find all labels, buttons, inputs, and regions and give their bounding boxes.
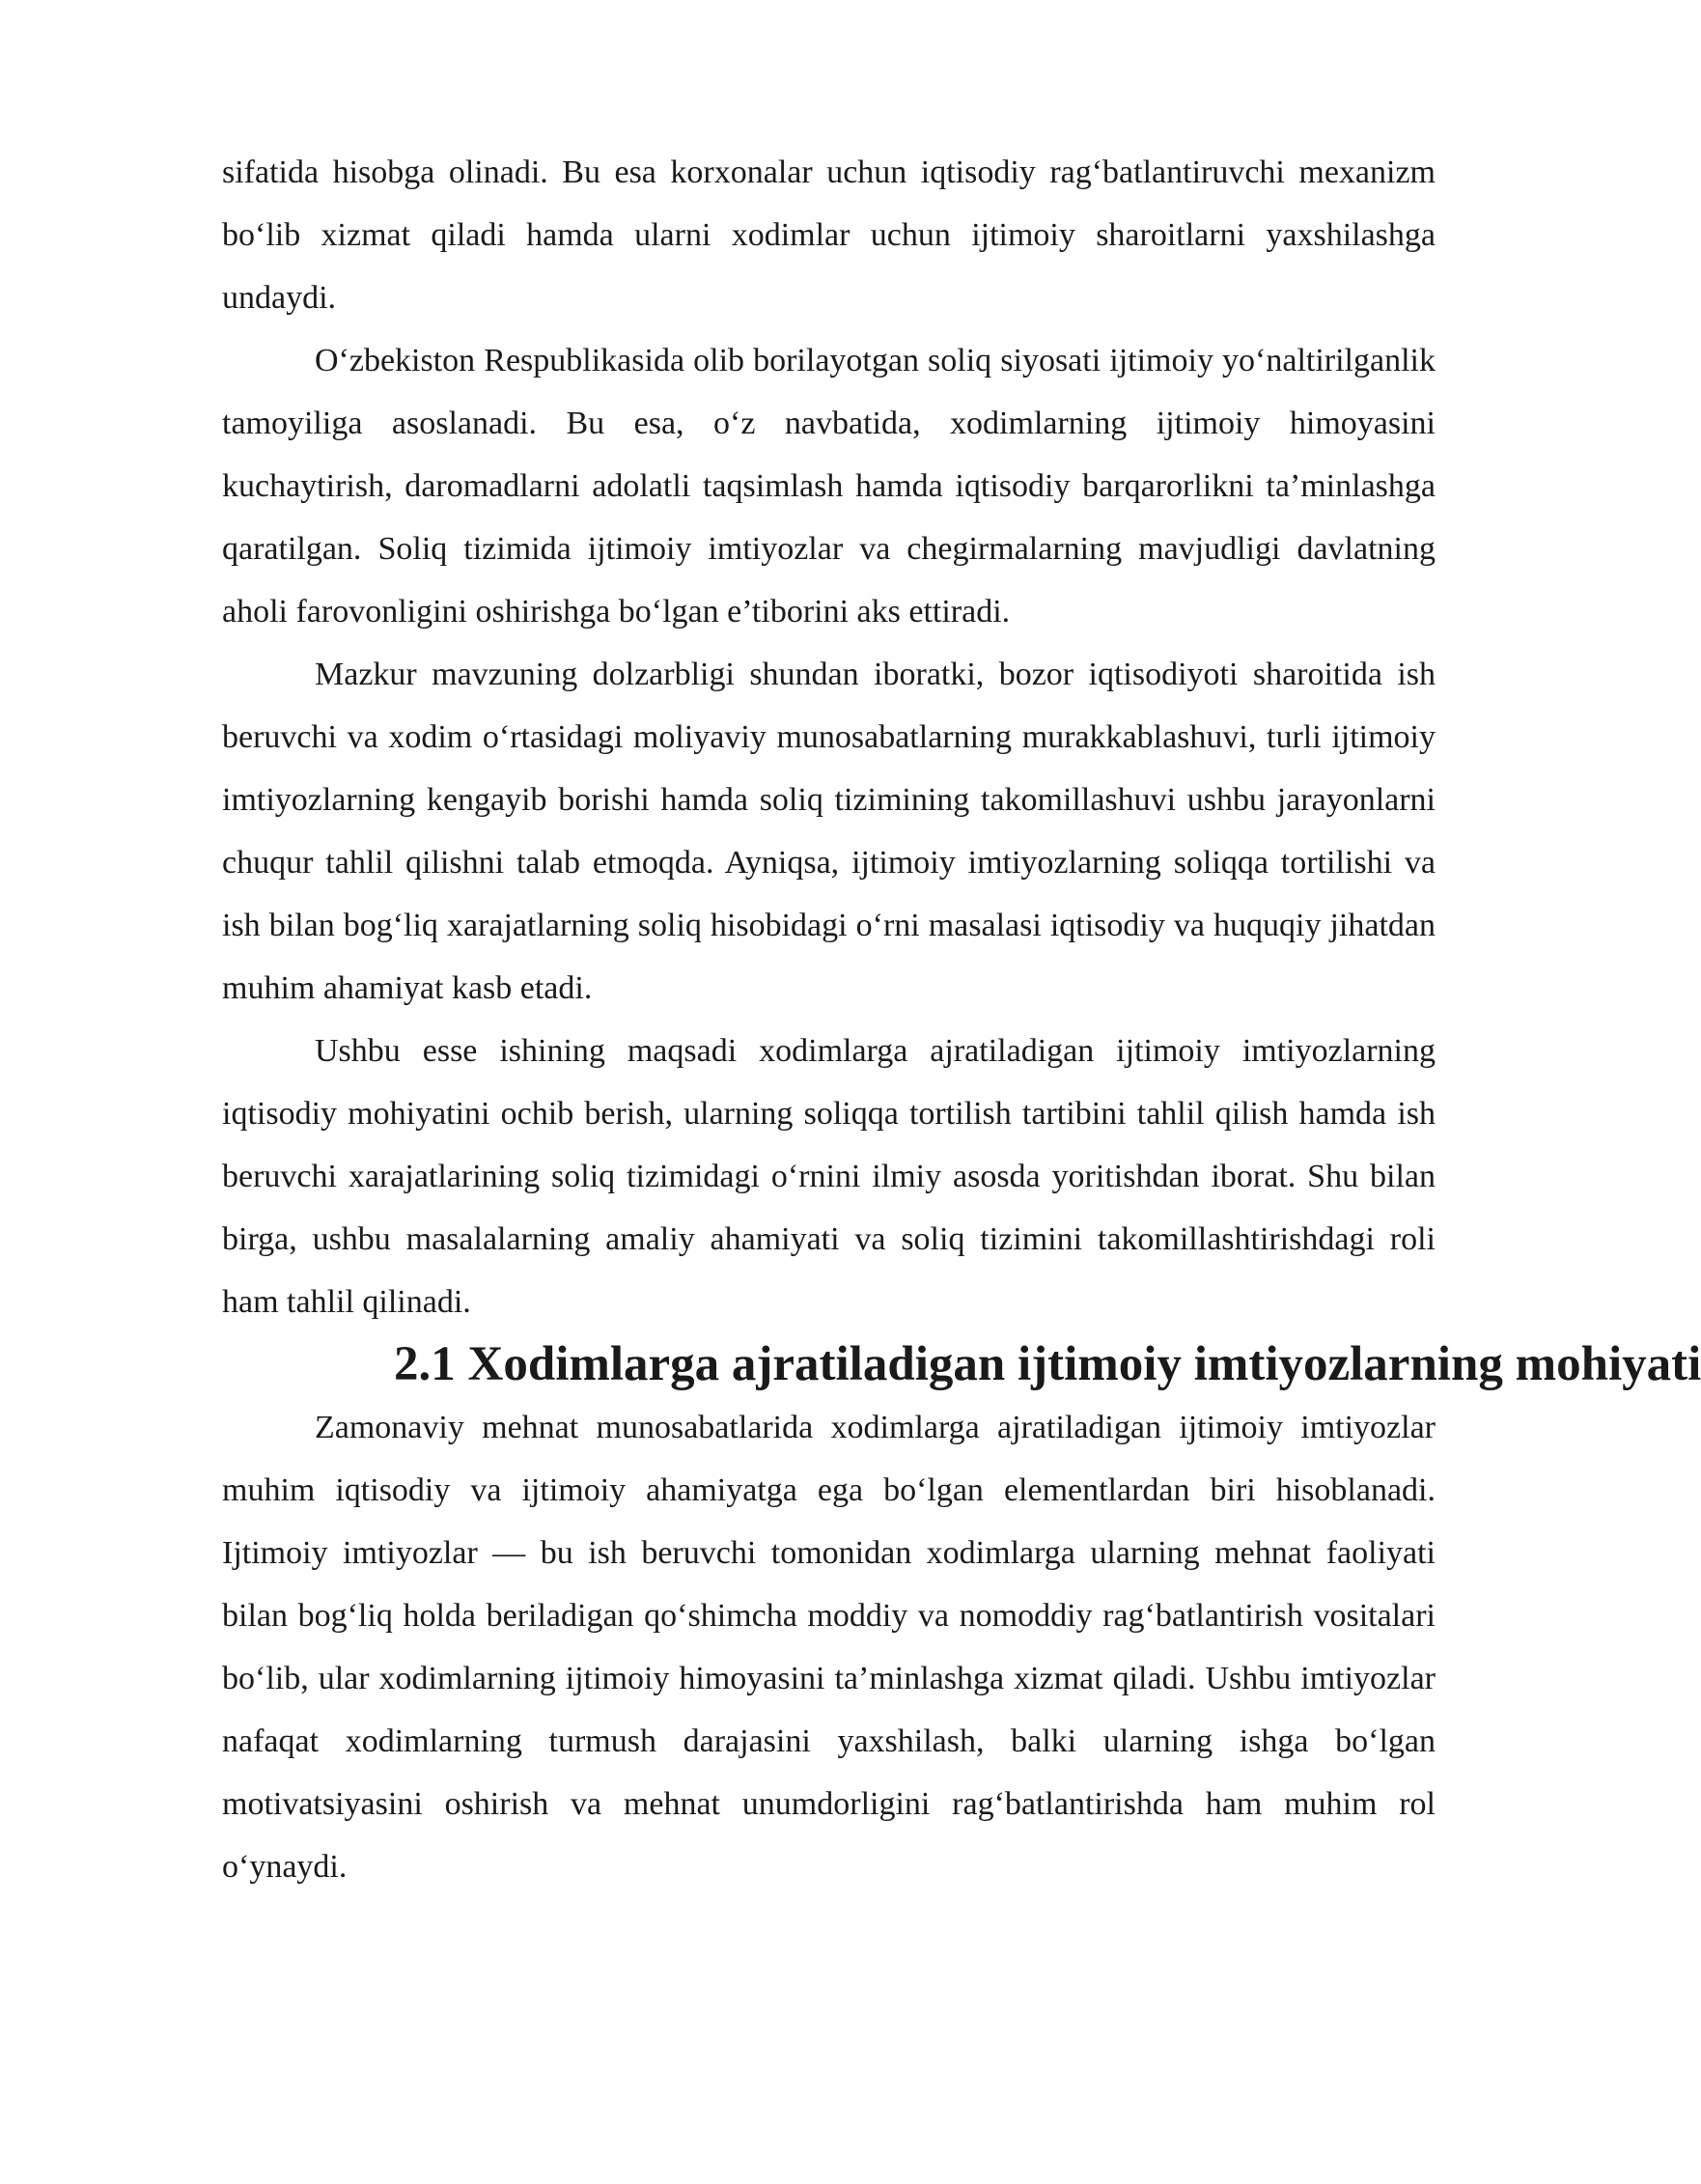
paragraph-continuation: sifatida hisobga olinadi. Bu esa korxonalar uchun iqtisodiy rag‘batlantiruvchi mexanizm bo‘lib xizmat qiladi hamda ularni xodimlar uchun ijtimoiy sharoitlarni yaxshilashga undaydi. <box>222 154 1436 316</box>
paragraph-section-intro: Zamonaviy mehnat munosabatlarida xodimlarga ajratiladigan ijtimoiy imtiyozlar muhim iqtisodiy va ijtimoiy ahamiyatga ega bo‘lgan elementlardan biri hisoblanadi. Ijtimoiy imtiyozlar — bu ish beruvchi tomonidan xodimlarga ularning mehnat faoliyati bilan bog‘liq holda beriladigan qo‘shimcha moddiy va nomoddiy rag‘batlantirish vositalari bo‘lib, ular xodimlarning ijtimoiy himoyasini ta’minlashga xizmat qiladi. Ushbu imtiyozlar nafaqat xodimlarning turmush darajasini yaxshilash, balki ularning ishga bo‘lgan motivatsiyasini oshirish va mehnat unumdorligini rag‘batlantirishda ham muhim rol o‘ynaydi. <box>222 1410 1436 1885</box>
paragraph-goal: Ushbu esse ishining maqsadi xodimlarga ajratiladigan ijtimoiy imtiyozlarning iqtisodiy mohiyatini ochib berish, ularning soliqqa tortilish tartibini tahlil qilish hamda ish beruvchi xarajatlarining soliq tizimidagi o‘rnini ilmiy asosda yoritishdan iborat. Shu bilan birga, ushbu masalalarning amaliy ahamiyati va soliq tizimini takomillashtirishdagi roli ham tahlil qilinadi. <box>222 1033 1436 1320</box>
paragraph-tax-policy: O‘zbekiston Respublikasida olib borilayotgan soliq siyosati ijtimoiy yo‘naltirilganlik tamoyiliga asoslanadi. Bu esa, o‘z navbatida, xodimlarning ijtimoiy himoyasini kuchaytirish, daromadlarni adolatli taqsimlash hamda iqtisodiy barqarorlikni ta’minlashga qaratilgan. Soliq tizimida ijtimoiy imtiyozlar va chegirmalarning mavjudligi davlatning aholi farovonligini oshirishga bo‘lgan e’tiborini aks ettiradi. <box>222 343 1436 630</box>
document-page <box>222 141 1701 1898</box>
section-heading: 2.1 Xodimlarga ajratiladigan ijtimoiy imtiyozlarning mohiyati <box>394 1337 1701 1391</box>
paragraph-relevance: Mazkur mavzuning dolzarbligi shundan iboratki, bozor iqtisodiyoti sharoitida ish beruvchi va xodim o‘rtasidagi moliyaviy munosabatlarning murakkablashuvi, turli ijtimoiy imtiyozlarning kengayib borishi hamda soliq tizimining takomillashuvi ushbu jarayonlarni chuqur tahlil qilishni talab etmoqda. Ayniqsa, ijtimoiy imtiyozlarning soliqqa tortilishi va ish bilan bog‘liq xarajatlarning soliq hisobidagi o‘rni masalasi iqtisodiy va huquqiy jihatdan muhim ahamiyat kasb etadi. <box>222 657 1436 1006</box>
